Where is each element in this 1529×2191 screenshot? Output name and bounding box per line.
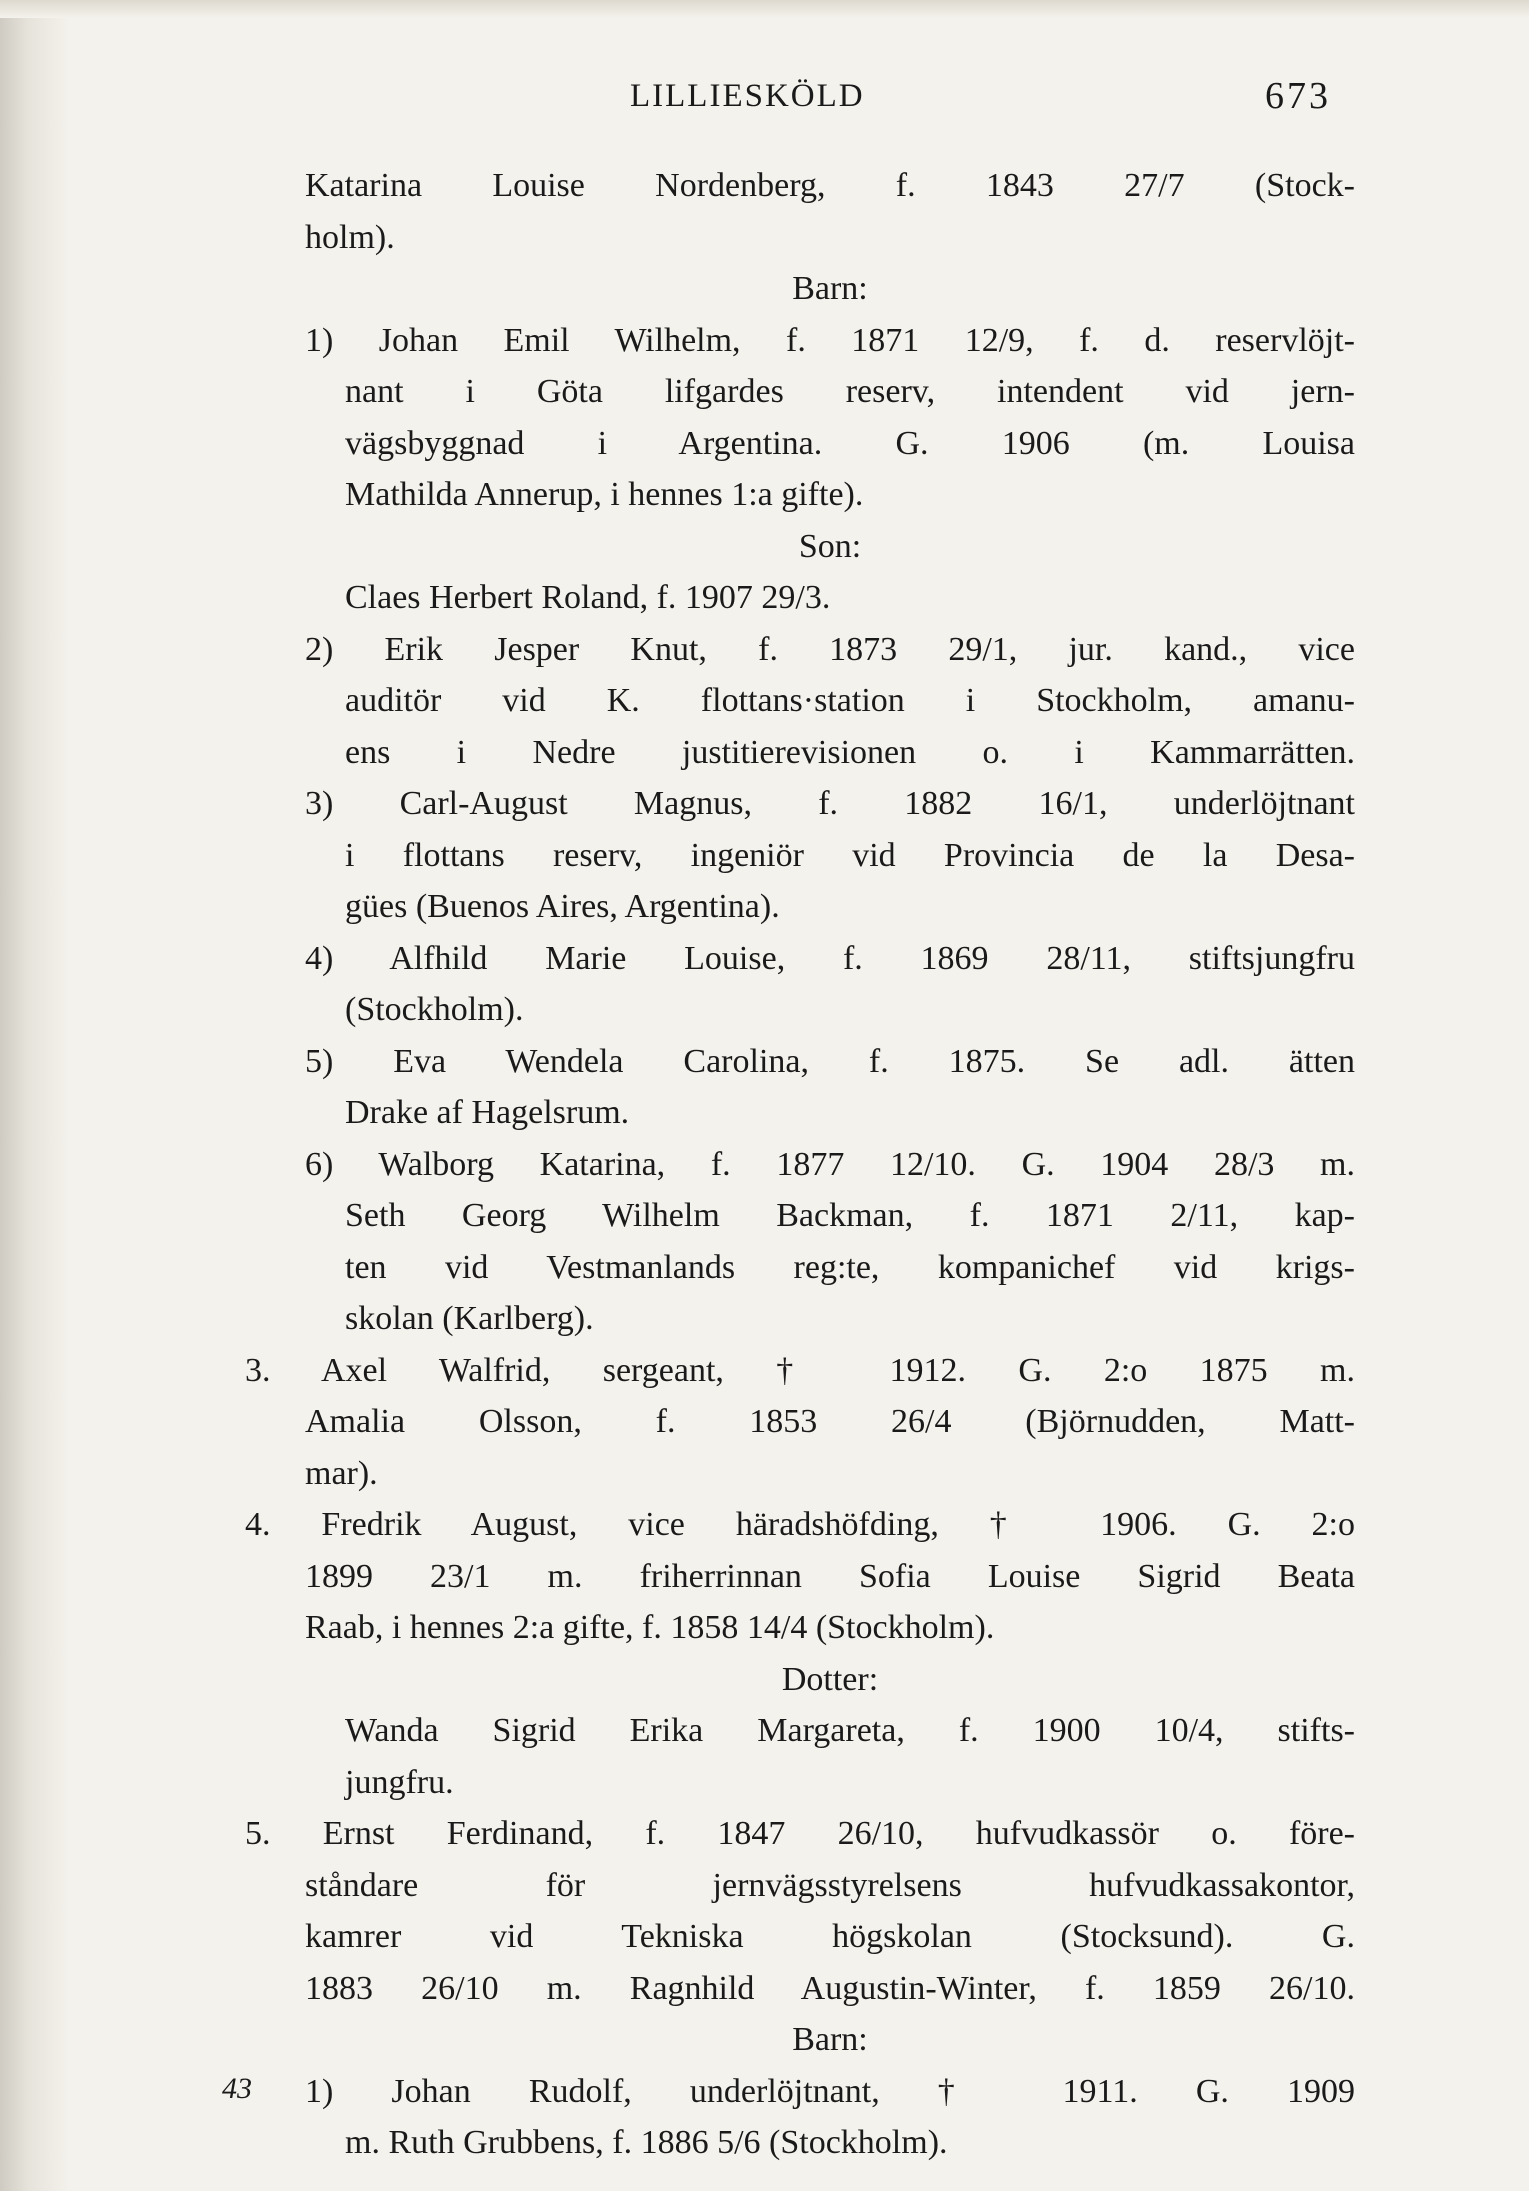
text-line: Drake af Hagelsrum. bbox=[345, 1094, 630, 1131]
text-line: Seth Georg Wilhelm Backman, f. 1871 2/11, kap- bbox=[345, 1197, 1355, 1234]
text-line: i flottans reserv, ingeniör vid Provincia de la Desa- bbox=[345, 836, 1355, 874]
section-heading: Barn: bbox=[792, 2021, 868, 2058]
text-line: Wanda Sigrid Erika Margareta, f. 1900 10/4, stifts- bbox=[345, 1712, 1355, 1749]
text-line: Claes Herbert Roland, f. 1907 29/3. bbox=[345, 579, 831, 616]
text-line: ten vid Vestmanlands reg:te, kompanichef vid krigs- bbox=[345, 1248, 1355, 1286]
text-line: auditör vid K. flottans·station i Stockholm, amanu- bbox=[345, 682, 1355, 719]
text-line: Katarina Louise Nordenberg, f. 1843 27/7 (Stock- bbox=[305, 167, 1355, 204]
running-title: LILLIESKÖLD bbox=[630, 78, 865, 114]
text-line: 1899 23/1 m. friherrinnan Sofia Louise Sigrid Beata bbox=[305, 1557, 1355, 1595]
text-line: 5. Ernst Ferdinand, f. 1847 26/10, hufvudkassör o. före- bbox=[245, 1815, 1355, 1852]
text-line: m. Ruth Grubbens, f. 1886 5/6 (Stockholm). bbox=[345, 2124, 948, 2161]
text-line: jungfru. bbox=[345, 1763, 454, 1801]
text-line: holm). bbox=[305, 218, 395, 256]
text-line: Amalia Olsson, f. 1853 26/4 (Björnudden, Matt- bbox=[305, 1403, 1355, 1440]
text-line: ståndare för jernvägsstyrelsens hufvudkassakontor, bbox=[305, 1866, 1355, 1904]
text-line: gües (Buenos Aires, Argentina). bbox=[345, 888, 780, 925]
page-number: 673 bbox=[1265, 75, 1331, 117]
text-line: 1) Johan Emil Wilhelm, f. 1871 12/9, f. d. reservlöjt- bbox=[305, 321, 1355, 359]
signature-mark: 43 bbox=[222, 2072, 252, 2105]
page-edge-shadow bbox=[0, 0, 70, 2191]
text-line: 1883 26/10 m. Ragnhild Augustin-Winter, f. 1859 26/10. bbox=[305, 1969, 1355, 2007]
text-line: 3) Carl-August Magnus, f. 1882 16/1, underlöjtnant bbox=[305, 785, 1355, 822]
page-header bbox=[0, 75, 1529, 128]
text-line: Raab, i hennes 2:a gifte, f. 1858 14/4 (Stockholm). bbox=[305, 1609, 995, 1646]
text-line: Mathilda Annerup, i hennes 1:a gifte). bbox=[345, 476, 864, 513]
text-line: 6) Walborg Katarina, f. 1877 12/10. G. 1904 28/3 m. bbox=[305, 1145, 1355, 1183]
page-text bbox=[245, 160, 1355, 2169]
text-line: 4. Fredrik August, vice häradshöfding, † 1906. G. 2:o bbox=[245, 1506, 1355, 1543]
section-heading: Son: bbox=[798, 527, 862, 565]
text-line: 2) Erik Jesper Knut, f. 1873 29/1, jur. kand., vice bbox=[305, 630, 1355, 668]
page-top-shadow bbox=[0, 0, 1529, 18]
text-line: 5) Eva Wendela Carolina, f. 1875. Se adl. ätten bbox=[305, 1042, 1355, 1080]
text-line: nant i Göta lifgardes reserv, intendent vid jern- bbox=[345, 373, 1355, 410]
text-line: skolan (Karlberg). bbox=[345, 1300, 594, 1337]
text-line: vägsbyggnad i Argentina. G. 1906 (m. Louisa bbox=[345, 424, 1355, 462]
text-line: 4) Alfhild Marie Louise, f. 1869 28/11, stiftsjungfru bbox=[305, 939, 1355, 977]
text-line: mar). bbox=[305, 1454, 378, 1492]
text-line: 1) Johan Rudolf, underlöjtnant, † 1911. G. 1909 bbox=[305, 2072, 1355, 2110]
text-line: (Stockholm). bbox=[345, 991, 524, 1028]
text-line: kamrer vid Tekniska högskolan (Stocksund). G. bbox=[305, 1918, 1355, 1955]
section-heading: Dotter: bbox=[781, 1660, 879, 1698]
text-line: 3. Axel Walfrid, sergeant, † 1912. G. 2:o 1875 m. bbox=[245, 1351, 1355, 1389]
text-line: ens i Nedre justitierevisionen o. i Kammarrätten. bbox=[345, 733, 1355, 771]
section-heading: Barn: bbox=[792, 270, 868, 307]
